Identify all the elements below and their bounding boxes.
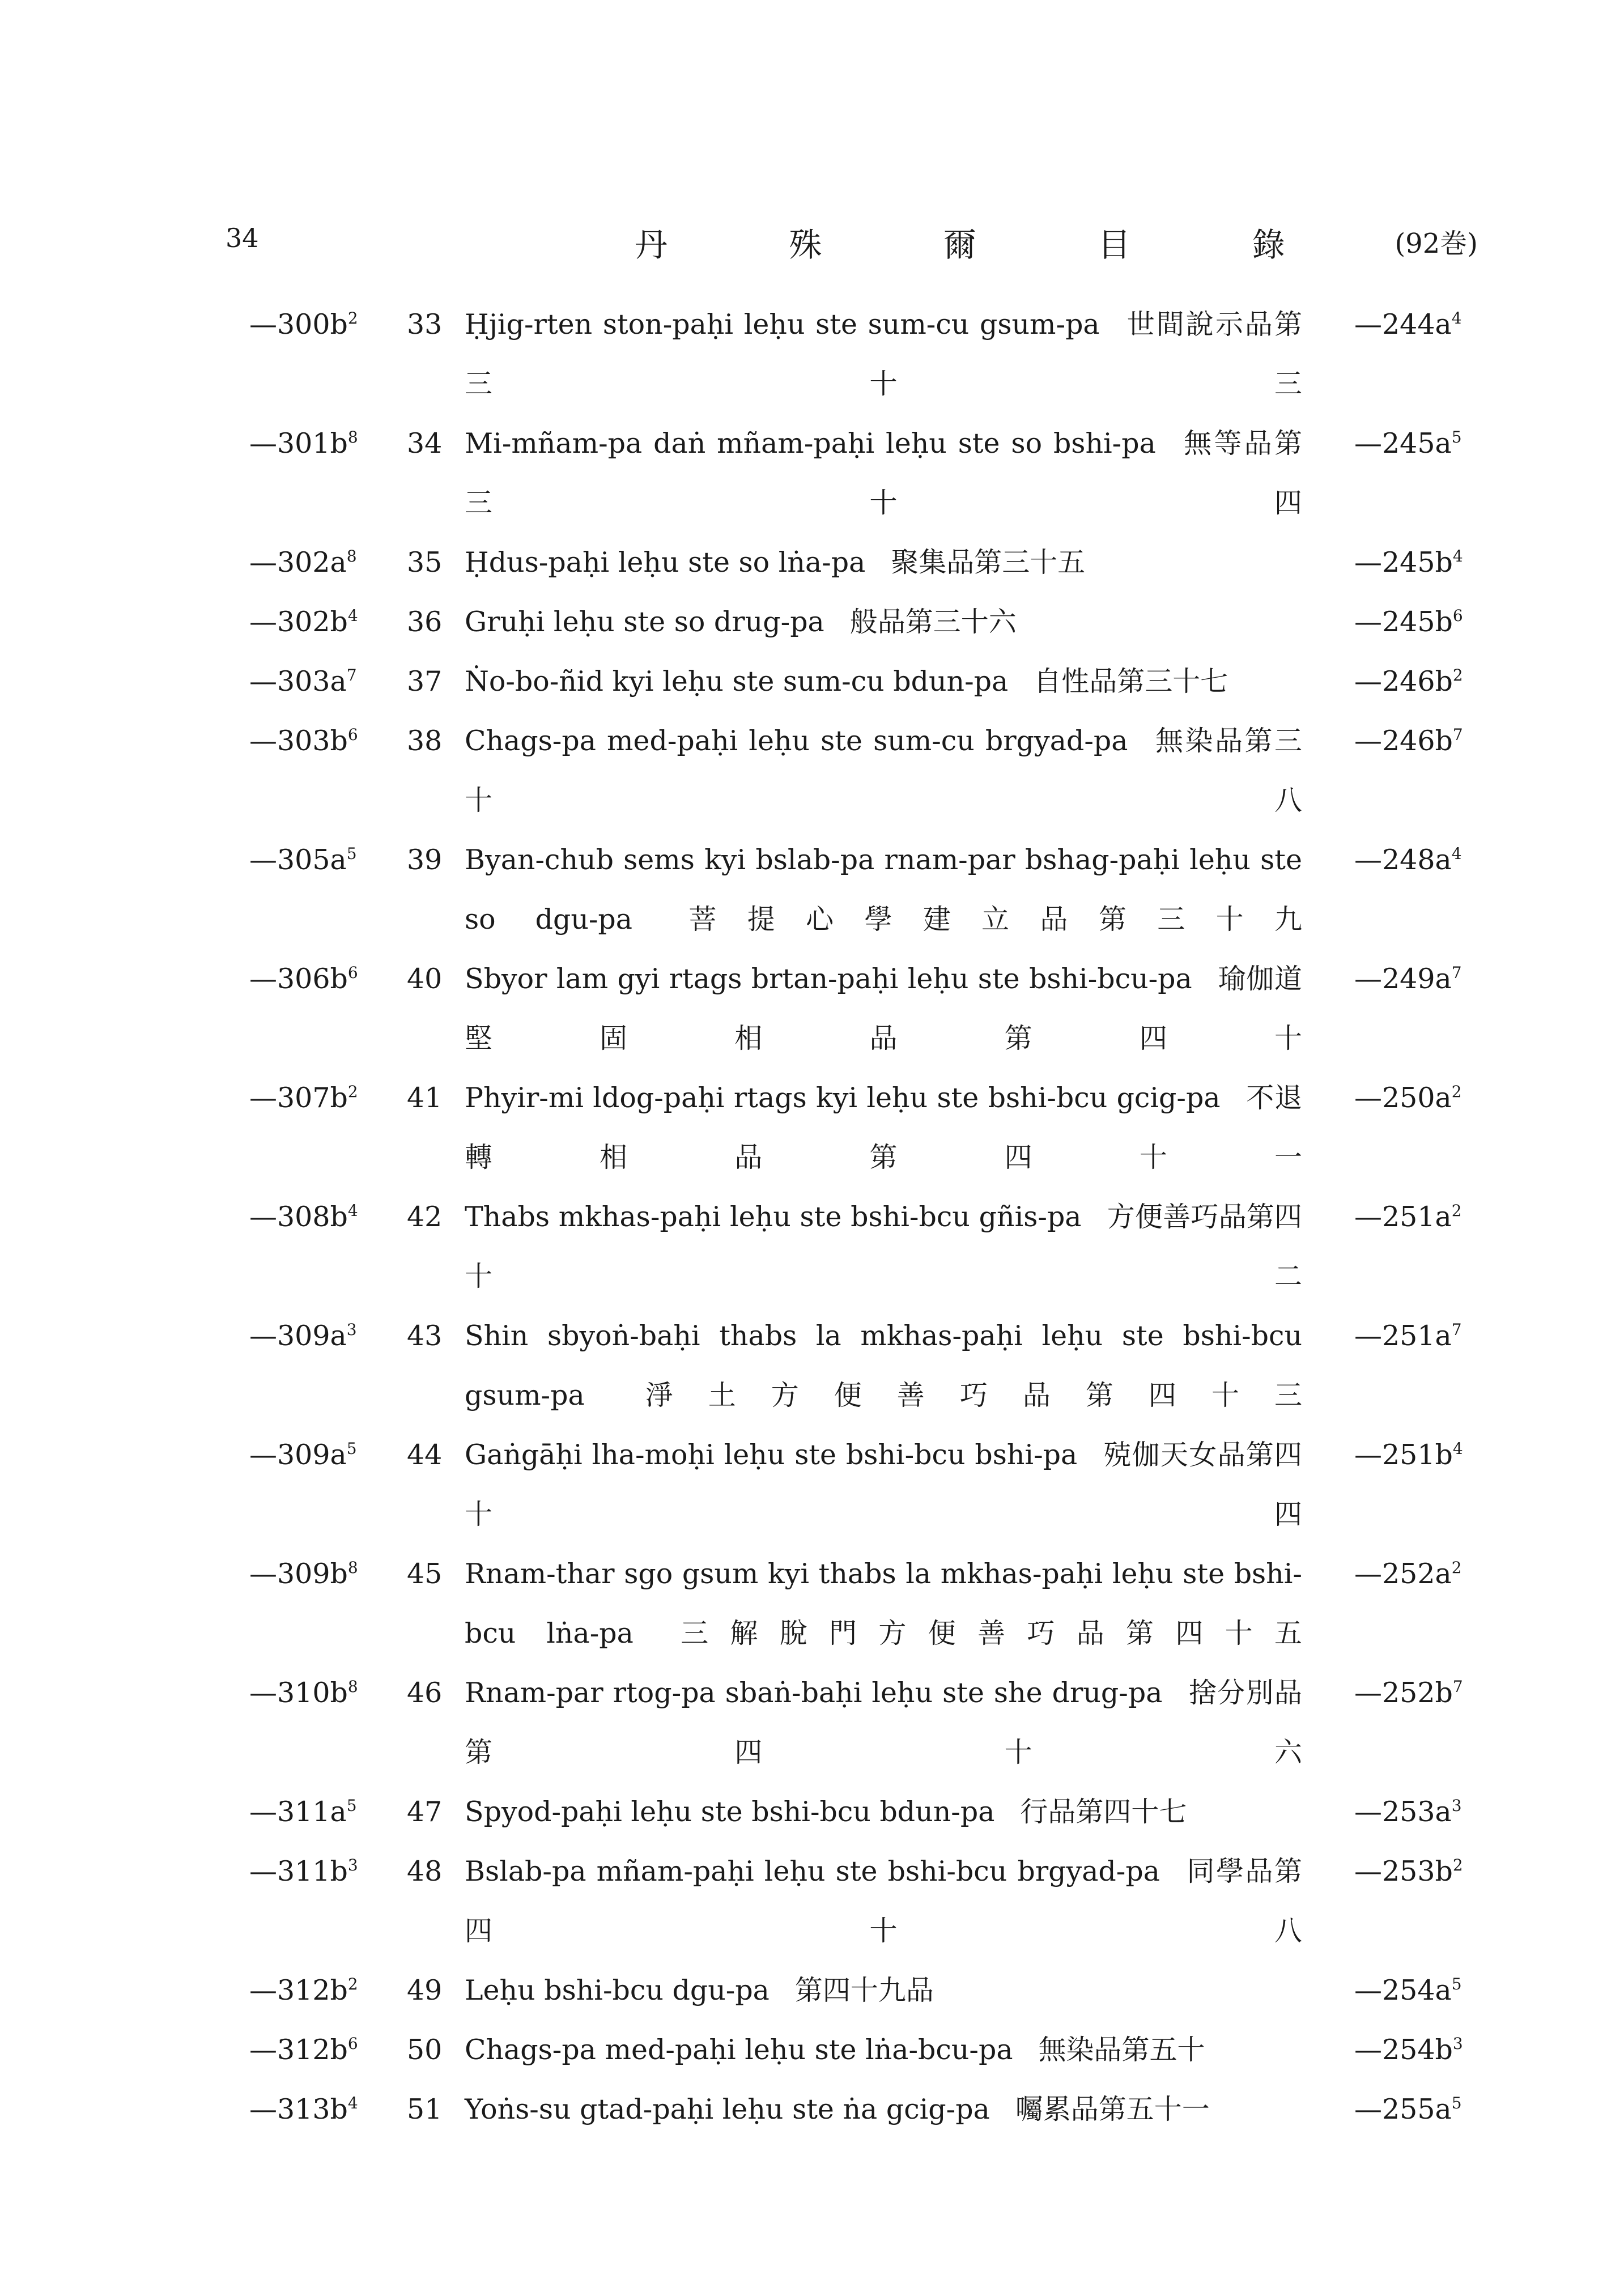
source-folio-text: —303b — [249, 725, 348, 757]
tibetan-title: Rnam-par rtog-pa sbaṅ-baḥi leḥu ste she drug-pa — [465, 1677, 1163, 1709]
source-folio-line: 5 — [346, 1796, 357, 1815]
chapter-title — [465, 414, 1302, 533]
catalog-entries — [0, 295, 1624, 2139]
chapter-title — [465, 2080, 1302, 2139]
target-folio-line: 6 — [1452, 606, 1463, 625]
source-folio-text: —303a — [249, 665, 347, 698]
source-folio-text: —302a — [249, 546, 347, 579]
target-folio-line: 2 — [1451, 1201, 1462, 1220]
source-folio-ref — [249, 1663, 358, 1723]
chinese-title: 同學品第四十八 — [465, 1855, 1302, 1947]
source-folio-ref — [249, 295, 358, 354]
target-folio-ref — [1354, 1544, 1462, 1604]
chapter-title — [465, 1544, 1302, 1663]
target-folio-line: 2 — [1451, 1558, 1462, 1577]
catalog-entry — [0, 1961, 1624, 2020]
source-folio-ref — [249, 1961, 358, 2020]
target-folio-line: 5 — [1451, 428, 1462, 447]
source-folio-text: —301b — [249, 427, 348, 460]
source-folio-line: 7 — [346, 666, 357, 684]
chapter-title — [465, 1068, 1302, 1187]
target-folio-text: —245b — [1354, 606, 1453, 638]
chapter-number: 39 — [407, 844, 443, 876]
target-folio-line: 7 — [1452, 1677, 1463, 1696]
catalog-entry — [0, 1663, 1624, 1782]
chapter-title — [465, 295, 1302, 414]
source-folio-text: —313b — [249, 2093, 348, 2125]
target-folio-line: 7 — [1451, 1320, 1462, 1339]
source-folio-ref — [249, 1068, 358, 1128]
target-folio-text: —244a — [1354, 308, 1452, 341]
catalog-entry — [0, 1782, 1624, 1842]
source-folio-line: 2 — [347, 1082, 358, 1101]
target-folio-ref — [1354, 1425, 1463, 1485]
chapter-number: 42 — [407, 1201, 443, 1233]
page-number: 34 — [226, 223, 259, 253]
catalog-entry — [0, 592, 1624, 652]
target-folio-text: —252b — [1354, 1677, 1453, 1709]
tibetan-title: Chags-pa med-paḥi leḥu ste sum-cu brgyad-pa — [465, 725, 1128, 757]
target-folio-ref — [1354, 592, 1463, 652]
chapter-title — [465, 533, 1302, 592]
target-folio-text: —245a — [1354, 427, 1452, 460]
source-folio-ref — [249, 652, 357, 711]
source-folio-line: 4 — [347, 2094, 358, 2112]
target-folio-text: —249a — [1354, 963, 1452, 995]
target-folio-ref — [1354, 1961, 1462, 2020]
tibetan-title: Ṅo-bo-ñid kyi leḥu ste sum-cu bdun-pa — [465, 665, 1009, 698]
target-folio-ref — [1354, 1306, 1462, 1366]
target-folio-text: —254b — [1354, 2034, 1453, 2066]
source-folio-text: —300b — [249, 308, 348, 341]
target-folio-ref — [1354, 1782, 1462, 1842]
chapter-number: 46 — [407, 1677, 443, 1709]
source-folio-ref — [249, 533, 357, 592]
tibetan-title: Yoṅs-su gtad-paḥi leḥu ste ṅa gcig-pa — [465, 2093, 990, 2125]
target-folio-ref — [1354, 295, 1462, 354]
target-folio-line: 7 — [1452, 725, 1463, 744]
catalog-entry — [0, 2020, 1624, 2080]
chapter-number: 33 — [407, 308, 443, 341]
tibetan-title: Ḥjig-rten ston-paḥi leḥu ste sum-cu gsum-pa — [465, 308, 1100, 341]
source-folio-ref — [249, 1306, 357, 1366]
source-folio-line: 6 — [347, 2034, 358, 2053]
chinese-title: 菩提心學建立品第三十九 — [688, 903, 1302, 936]
tibetan-title: Leḥu bshi-bcu dgu-pa — [465, 1974, 770, 2006]
chinese-title: 行品第四十七 — [1020, 1796, 1187, 1828]
target-folio-text: —248a — [1354, 844, 1452, 876]
chapter-number: 34 — [407, 427, 443, 460]
target-folio-ref — [1354, 533, 1463, 592]
target-folio-ref — [1354, 2080, 1462, 2139]
source-folio-text: —311b — [249, 1855, 348, 1887]
source-folio-text: —305a — [249, 844, 347, 876]
chapter-number: 35 — [407, 546, 443, 579]
source-folio-text: —309a — [249, 1320, 347, 1352]
page-header — [0, 218, 1624, 263]
tibetan-title: Bslab-pa mñam-paḥi leḥu ste bshi-bcu brgyad-pa — [465, 1855, 1160, 1887]
source-folio-text: —312b — [249, 2034, 348, 2066]
tibetan-title: Shin sbyoṅ-baḥi thabs la mkhas-paḥi leḥu ste bshi-bcu gsum-pa — [465, 1320, 1302, 1411]
tibetan-title: Gruḥi leḥu ste so drug-pa — [465, 606, 824, 638]
chapter-number: 49 — [407, 1974, 443, 2006]
target-folio-line: 2 — [1452, 1856, 1463, 1874]
catalog-entry — [0, 295, 1624, 414]
chinese-title: 聚集品第三十五 — [891, 546, 1086, 579]
chinese-title: 般品第三十六 — [849, 606, 1017, 638]
source-folio-ref — [249, 1782, 357, 1842]
chinese-title: 囑累品第五十一 — [1015, 2093, 1210, 2125]
source-folio-text: —309b — [249, 1558, 348, 1590]
source-folio-line: 3 — [347, 1856, 358, 1874]
source-folio-text: —307b — [249, 1082, 348, 1114]
catalog-entry — [0, 652, 1624, 711]
chapter-number: 44 — [407, 1439, 443, 1471]
tibetan-title: Spyod-paḥi leḥu ste bshi-bcu bdun-pa — [465, 1796, 995, 1828]
catalog-entry — [0, 1544, 1624, 1663]
source-folio-text: —306b — [249, 963, 348, 995]
catalog-entry — [0, 1425, 1624, 1544]
source-folio-line: 4 — [347, 1201, 358, 1220]
source-folio-ref — [249, 1425, 357, 1485]
tibetan-title: Rnam-thar sgo gsum kyi thabs la mkhas-paḥi leḥu ste bshi-bcu lṅa-pa — [465, 1558, 1302, 1649]
target-folio-ref — [1354, 830, 1462, 890]
chapter-number: 36 — [407, 606, 443, 638]
chapter-title — [465, 1961, 1302, 2020]
chapter-title — [465, 2020, 1302, 2080]
chapter-title — [465, 1187, 1302, 1306]
source-folio-ref — [249, 1187, 358, 1247]
volume-label: (92巻) — [1395, 228, 1478, 260]
catalog-entry — [0, 949, 1624, 1068]
chinese-title: 無染品第五十 — [1038, 2034, 1205, 2066]
source-folio-text: —312b — [249, 1974, 348, 2006]
source-folio-line: 8 — [347, 1677, 358, 1696]
catalog-entry — [0, 1068, 1624, 1187]
target-folio-ref — [1354, 414, 1462, 473]
chinese-title: 捨分別品第四十六 — [465, 1677, 1302, 1768]
source-folio-ref — [249, 1544, 358, 1604]
chapter-number: 40 — [407, 963, 443, 995]
catalog-entry — [0, 1187, 1624, 1306]
source-folio-ref — [249, 711, 358, 771]
target-folio-line: 5 — [1451, 2094, 1462, 2112]
source-folio-ref — [249, 830, 357, 890]
target-folio-line: 7 — [1451, 963, 1462, 982]
chapter-number: 45 — [407, 1558, 443, 1590]
target-folio-text: —251b — [1354, 1439, 1453, 1471]
target-folio-line: 2 — [1452, 666, 1463, 684]
chinese-title: 淨土方便善巧品第四十三 — [645, 1379, 1302, 1411]
source-folio-ref — [249, 1842, 358, 1901]
source-folio-text: —310b — [249, 1677, 348, 1709]
chapter-number: 47 — [407, 1796, 443, 1828]
chapter-title — [465, 1663, 1302, 1782]
source-folio-line: 8 — [347, 428, 358, 447]
source-folio-ref — [249, 949, 358, 1009]
target-folio-text: —245b — [1354, 546, 1453, 579]
source-folio-line: 4 — [347, 606, 358, 625]
chapter-title — [465, 1842, 1302, 1961]
source-folio-ref — [249, 2080, 358, 2139]
target-folio-line: 4 — [1452, 1439, 1463, 1458]
chapter-number: 51 — [407, 2093, 443, 2125]
catalog-entry — [0, 830, 1624, 949]
chapter-title — [465, 949, 1302, 1068]
source-folio-text: —308b — [249, 1201, 348, 1233]
target-folio-line: 3 — [1451, 1796, 1462, 1815]
chinese-title: 方便善巧品第四十二 — [465, 1201, 1303, 1292]
chinese-title: 瑜伽道堅固相品第四十 — [465, 963, 1302, 1055]
chapter-title — [465, 711, 1302, 830]
chinese-title: 無等品第三十四 — [465, 427, 1302, 519]
source-folio-text: —311a — [249, 1796, 347, 1828]
target-folio-ref — [1354, 949, 1462, 1009]
target-folio-text: —251a — [1354, 1201, 1452, 1233]
tibetan-title: Byan-chub sems kyi bslab-pa rnam-par bshag-paḥi leḥu ste so dgu-pa — [465, 844, 1302, 936]
target-folio-line: 4 — [1452, 547, 1463, 566]
chapter-title — [465, 1306, 1302, 1425]
target-folio-text: —246b — [1354, 725, 1453, 757]
target-folio-ref — [1354, 1068, 1462, 1128]
tibetan-title: Phyir-mi ldog-paḥi rtags kyi leḥu ste bshi-bcu gcig-pa — [465, 1082, 1221, 1114]
chapter-title — [465, 592, 1302, 652]
source-folio-text: —309a — [249, 1439, 347, 1471]
chapter-title — [465, 652, 1302, 711]
tibetan-title: Sbyor lam gyi rtags brtan-paḥi leḥu ste bshi-bcu-pa — [465, 963, 1192, 995]
chinese-title: 殑伽天女品第四十四 — [465, 1439, 1302, 1530]
source-folio-line: 8 — [347, 1558, 358, 1577]
tibetan-title: Chags-pa med-paḥi leḥu ste lṅa-bcu-pa — [465, 2034, 1013, 2066]
target-folio-text: —253a — [1354, 1796, 1452, 1828]
chinese-title: 自性品第三十七 — [1034, 665, 1228, 698]
target-folio-ref — [1354, 1842, 1463, 1901]
source-folio-line: 3 — [346, 1320, 357, 1339]
chinese-title: 三解脫門方便善巧品第四十五 — [681, 1617, 1302, 1649]
target-folio-text: —253b — [1354, 1855, 1453, 1887]
chapter-number: 48 — [407, 1855, 443, 1887]
chapter-number: 41 — [407, 1082, 443, 1114]
source-folio-text: —302b — [249, 606, 348, 638]
chinese-title: 無染品第三十八 — [465, 725, 1302, 817]
page-title: 丹 殊 爾 目 錄 — [635, 226, 1341, 264]
catalog-entry — [0, 1842, 1624, 1961]
catalog-entry — [0, 533, 1624, 592]
tibetan-title: Gaṅgāḥi lha-moḥi leḥu ste bshi-bcu bshi-pa — [465, 1439, 1078, 1471]
target-folio-ref — [1354, 711, 1463, 771]
tibetan-title: Mi-mñam-pa daṅ mñam-paḥi leḥu ste so bshi-pa — [465, 427, 1156, 460]
target-folio-text: —254a — [1354, 1974, 1452, 2006]
chinese-title: 不退轉相品第四十一 — [465, 1082, 1302, 1173]
target-folio-ref — [1354, 1187, 1462, 1247]
target-folio-line: 4 — [1451, 844, 1462, 863]
chapter-title — [465, 830, 1302, 949]
target-folio-line: 3 — [1452, 2034, 1463, 2053]
target-folio-ref — [1354, 2020, 1463, 2080]
chapter-title — [465, 1425, 1302, 1544]
source-folio-ref — [249, 2020, 358, 2080]
target-folio-text: —250a — [1354, 1082, 1452, 1114]
target-folio-line: 4 — [1451, 309, 1462, 328]
chapter-number: 50 — [407, 2034, 443, 2066]
catalog-entry — [0, 711, 1624, 830]
target-folio-line: 2 — [1451, 1082, 1462, 1101]
tibetan-title: Thabs mkhas-paḥi leḥu ste bshi-bcu gñis-pa — [465, 1201, 1082, 1233]
catalog-entry — [0, 414, 1624, 533]
target-folio-text: —251a — [1354, 1320, 1452, 1352]
source-folio-line: 6 — [347, 963, 358, 982]
chapter-number: 38 — [407, 725, 443, 757]
chapter-title — [465, 1782, 1302, 1842]
tibetan-title: Ḥdus-paḥi leḥu ste so lṅa-pa — [465, 546, 866, 579]
catalog-entry — [0, 2080, 1624, 2139]
target-folio-line: 5 — [1451, 1975, 1462, 1993]
source-folio-line: 5 — [346, 1439, 357, 1458]
source-folio-line: 2 — [347, 309, 358, 328]
source-folio-line: 6 — [347, 725, 358, 744]
source-folio-line: 8 — [346, 547, 357, 566]
chinese-title: 第四十九品 — [794, 1974, 934, 2006]
chinese-title: 世間說示品第三十三 — [465, 308, 1302, 400]
chapter-number: 43 — [407, 1320, 443, 1352]
target-folio-ref — [1354, 1663, 1463, 1723]
target-folio-text: —246b — [1354, 665, 1453, 698]
target-folio-text: —252a — [1354, 1558, 1452, 1590]
source-folio-line: 5 — [346, 844, 357, 863]
catalog-entry — [0, 1306, 1624, 1425]
chapter-number: 37 — [407, 665, 443, 698]
target-folio-ref — [1354, 652, 1463, 711]
target-folio-text: —255a — [1354, 2093, 1452, 2125]
source-folio-line: 2 — [347, 1975, 358, 1993]
source-folio-ref — [249, 592, 358, 652]
source-folio-ref — [249, 414, 358, 473]
